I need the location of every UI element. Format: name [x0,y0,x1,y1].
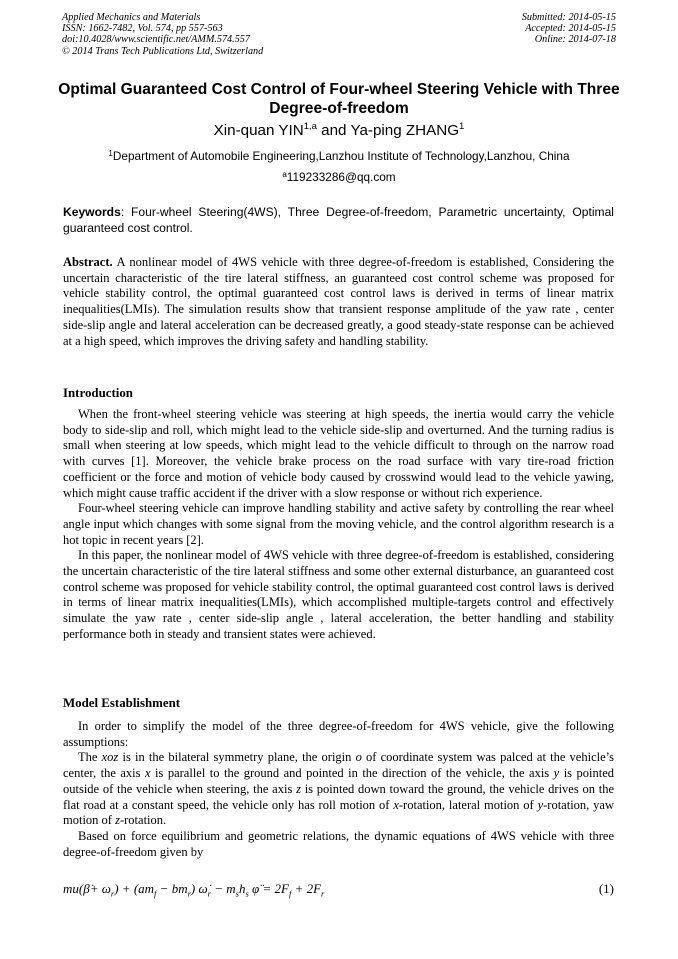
math-symbol: y [537,797,544,812]
equation-1 [63,880,614,900]
journal-info [62,12,263,57]
keywords-label: Keywords [63,205,121,219]
math-symbol: y [553,766,560,781]
author-2-affiliation-mark: 1 [459,121,465,132]
model-paragraph: In order to simplify the model of the three degree-of-freedom for 4WS vehicle, give the following assumptions: [63,719,614,749]
math-symbol: x [145,766,151,781]
abstract-text: A nonlinear model of 4WS vehicle with three degree-of-freedom is established, Considering the uncertain characteristic of the tire lateral stiffness, an guaranteed cost control scheme was proposed for vehicle stability control, the optimal guaranteed cost control laws is derived in terms of linear matrix inequalities(LMIs). The simulation results show that transient response amplitude of the yaw rate , center side-slip angle and lateral acceleration can be decreased greatly, a good steady-state response can be achieved at a high speed, which improves the driving safety and handling stability. [63,255,614,348]
accepted-date: Accepted: 2014-05-15 [525,23,616,35]
intro-paragraph: In this paper, the nonlinear model of 4WS vehicle with three degree-of-freedom is established, considering the uncertain characteristic of the tire lateral stiffness and some other external disturbance, an guaranteed cost control scheme was proposed for vehicle stability control, the optimal guaranteed cost control laws is derived in terms of linear matrix inequalities(LMIs), which accomplished multiple-targets control and effectively simulate the yaw rate , center side-slip angle , lateral acceleration, the better handling and stability performance both in steady and transient states were achieved. [63,548,614,641]
equation-number: (1) [598,881,614,896]
doi: doi:10.4028/www.scientific.net/AMM.574.557 [62,34,250,46]
math-symbol: o [355,750,362,765]
math-symbol: z [296,781,301,796]
author-line [40,122,638,140]
email-address[interactable]: 119233286@qq.com [286,170,396,184]
author-1: Xin-quan YIN [213,122,304,139]
keywords-text: : Four-wheel Steering(4WS), Three Degree-of-freedom, Parametric uncertainty, Optimal guaranteed cost control. [63,205,614,235]
journal-issn: ISSN: 1662-7482, Vol. 574, pp 557-563 [62,23,223,35]
author-2: Ya-ping ZHANG [350,122,460,139]
intro-paragraph: When the front-wheel steering vehicle was steering at high speeds, the inertia would carry the vehicle body to side-slip and roll, which might lead to the vehicle side-slip and overturned. And the turning radius is small when steering at low speeds, which might lead to the vehicle difficult to through on the narrow road with curves [1]. Moreover, the vehicle brake process on the road surface with vary tire-road friction coefficient or the force and motion of vehicle body caused by crosswind would lead to the vehicle yawing, which might cause traffic accident if the driver with a slow response or without rich experience. [63,407,614,500]
model-assumption-paragraph: The xoz is in the bilateral symmetry plane, the origin o of coordinate system was palced at the vehicle’s center, the axis x is parallel to the ground and pointed in the direction of the vehicle, the axis y is pointed outside of the vehicle when steering, the axis z is pointed down toward the ground, the vehicle drives on the flat road at a constant speed, the vehicle only has roll motion of x-rotation, lateral motion of y-rotation, yaw motion of z-rotation. [63,750,614,828]
affiliation-mark: 1 [108,149,113,158]
affiliation [40,149,638,164]
math-symbol: xoz [101,750,119,765]
intro-paragraph: Four-wheel steering vehicle can improve handling stability and active safety by controlling the rear wheel angle input which changes with some signal from the moving vehicle, and the control algorithm research is a hot topic in recent years [2]. [63,501,614,547]
model-paragraph: Based on force equilibrium and geometric relations, the dynamic equations of 4WS vehicle with three degree-of-freedom given by [63,828,614,859]
abstract [63,255,614,349]
math-symbol: z [115,813,120,828]
journal-name: Applied Mechanics and Materials [62,12,201,23]
model-heading: Model Establishment [63,696,181,710]
author-1-affiliation-mark: 1,a [303,121,317,132]
math-symbol: x [393,797,399,812]
submitted-date: Submitted: 2014-05-15 [521,12,616,23]
model-body [63,719,614,860]
copyright: © 2014 Trans Tech Publications Ltd, Switzerland [62,45,264,57]
online-date: Online: 2014-07-18 [534,34,616,46]
introduction-body [63,407,614,643]
abstract-label: Abstract. [63,255,113,269]
email-mark: a [282,170,287,179]
equation-formula: mu(β̇+ $\omega_r) + (am_f - bm_r)$ $\omegȧ_r - m_sh_s$ φ̈ = $2F_f + 2F_r$ [63,881,325,899]
introduction-heading: Introduction [63,386,133,400]
affiliation-text: Department of Automobile Engineering,Lanzhou Institute of Technology,Lanzhou, China [112,149,570,163]
submission-dates [522,12,616,46]
paper-title: Optimal Guaranteed Cost Control of Four-wheel Steering Vehicle with Three Degree-of-freedom [58,81,620,117]
contact-email [40,170,638,185]
keywords [63,205,614,236]
author-connector: and [316,122,351,139]
